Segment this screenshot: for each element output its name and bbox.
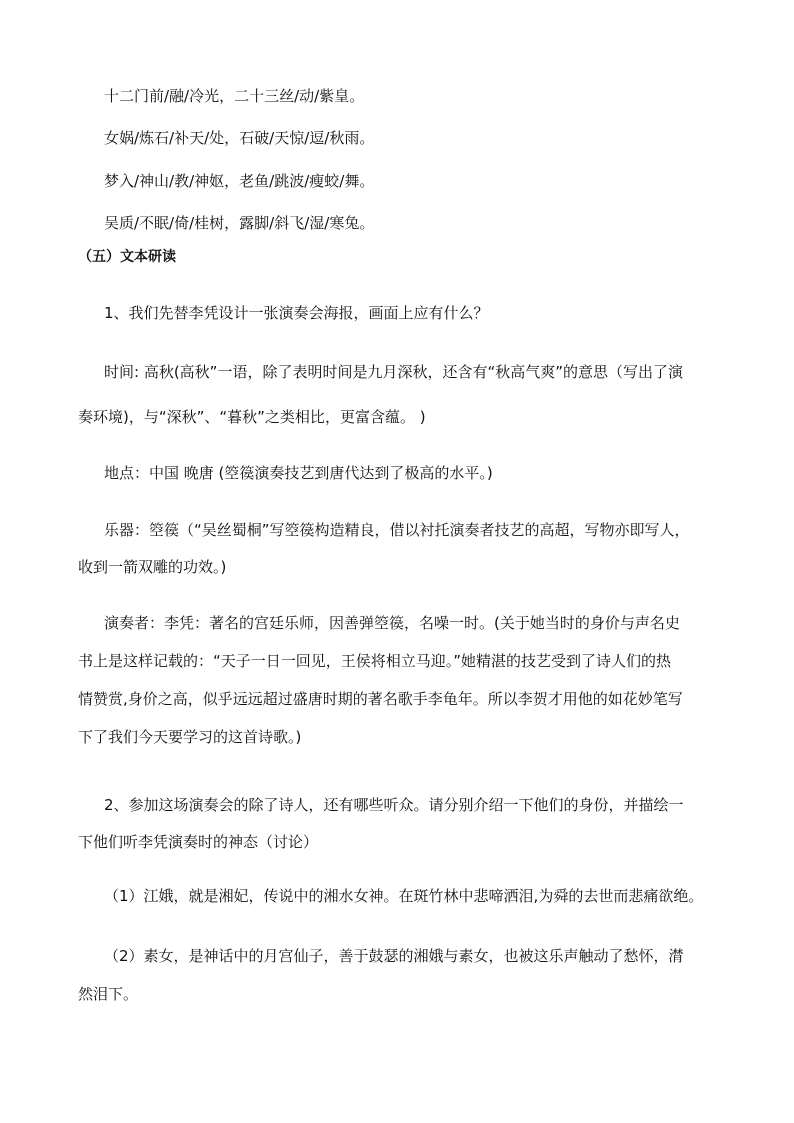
poem-line: 女娲/炼石/补天/处，石破/天惊/逗/秋雨。 bbox=[104, 129, 375, 147]
performer-line-2: 书上是这样记载的：“天子一日一回见，王侯将相立马迎。”她精湛的技艺受到了诗人们的热 bbox=[78, 652, 672, 670]
question-2-line-2: 下他们听李凭演奏时的神态（讨论） bbox=[78, 833, 319, 851]
performer-line-4: 下了我们今天要学习的这首诗歌。) bbox=[78, 728, 302, 746]
poem-line: 吴质/不眠/倚/桂树，露脚/斜飞/湿/寒兔。 bbox=[104, 214, 375, 232]
listener-item-1: （1）江娥，就是湘妃，传说中的湘水女神。在斑竹林中悲啼洒泪,为舜的去世而悲痛欲绝。 bbox=[104, 887, 704, 905]
question-1: 1、我们先替李凭设计一张演奏会海报，画面上应有什么？ bbox=[104, 304, 489, 322]
poem-line: 梦入/神山/教/神妪，老鱼/跳波/瘦蛟/舞。 bbox=[104, 172, 375, 190]
performer-line-3: 情赞赏,身价之高，似乎远远超过盛唐时期的著名歌手李龟年。所以李贺才用他的如花妙笔写 bbox=[78, 690, 683, 708]
instrument-line-1: 乐器：箜篌（“吴丝蜀桐”写箜篌构造精良，借以衬托演奏者技艺的高超，写物亦即写人， bbox=[104, 521, 690, 539]
listener-item-2-line-1: （2）素女，是神话中的月宫仙子，善于鼓瑟的湘娥与素女，也被这乐声触动了愁怀，潸 bbox=[104, 947, 684, 965]
listener-item-2-line-2: 然泪下。 bbox=[78, 985, 139, 1003]
question-2-line-1: 2、参加这场演奏会的除了诗人，还有哪些听众。请分别介绍一下他们的身份，并描绘一 bbox=[104, 796, 684, 814]
time-line-1: 时间: 高秋(高秋”一语，除了表明时间是九月深秋，还含有“秋高气爽”的意思（写出了演 bbox=[104, 363, 683, 381]
time-line-2: 奏环境)，与“深秋”、“暮秋”之类相比，更富含蕴。 ) bbox=[78, 408, 426, 426]
performer-line-1: 演奏者：李凭：著名的宫廷乐师，因善弹箜篌，名噪一时。(关于她当时的身价与声名史 bbox=[104, 614, 680, 632]
place-line: 地点：中国 晚唐 (箜篌演奏技艺到唐代达到了极高的水平。) bbox=[104, 464, 493, 482]
section-heading: （五）文本研读 bbox=[78, 249, 176, 265]
instrument-line-2: 收到一箭双雕的功效。) bbox=[78, 558, 227, 576]
poem-line: 十二门前/融/冷光，二十三丝/动/紫皇。 bbox=[104, 87, 365, 105]
